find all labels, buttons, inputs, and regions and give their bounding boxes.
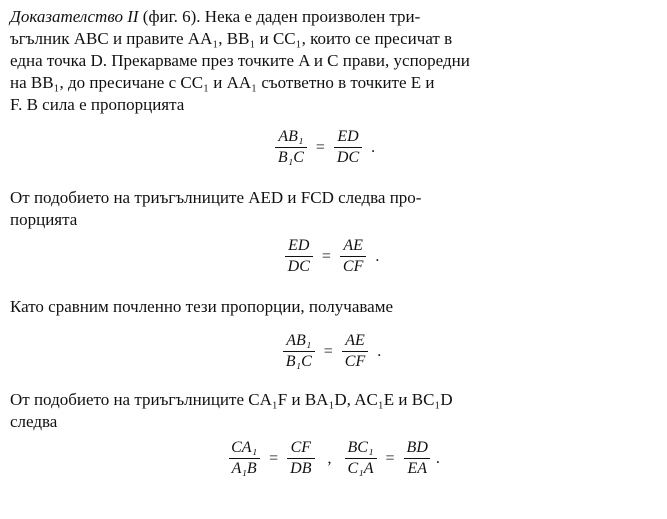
- numerator: AE: [343, 237, 363, 254]
- period: .: [371, 138, 376, 156]
- equals-sign: =: [385, 449, 395, 467]
- period: .: [435, 449, 440, 467]
- denominator: B₁C: [275, 147, 307, 167]
- fraction-a-left: [228, 439, 260, 478]
- denominator: A₁B: [229, 458, 260, 478]
- numerator: AE: [345, 332, 365, 349]
- numerator: BD: [406, 439, 428, 456]
- formula-3: [10, 332, 657, 371]
- proof-heading: Доказателство II: [10, 7, 139, 26]
- paragraph-4-line-2: следва: [10, 412, 58, 431]
- fraction-left: [275, 128, 307, 167]
- paragraph-2: [10, 187, 657, 231]
- formula-4: [10, 439, 657, 478]
- fraction-b-left: [345, 439, 377, 478]
- paragraph-1-line-1: (фиг. 6). Нека е даден произволен три-: [138, 7, 421, 26]
- denominator: C₁A: [345, 458, 377, 478]
- equals-sign: =: [315, 138, 325, 156]
- paragraph-3-line-1: Като сравним почленно тези пропорции, получаваме: [10, 297, 394, 316]
- denominator: DC: [285, 256, 313, 276]
- denominator: B₁C: [283, 351, 315, 371]
- formula-2: [10, 237, 657, 276]
- paragraph-4-line-1: От подобието на триъгълниците CA₁F и BA₁D, AC₁E и BC₁D: [10, 390, 453, 409]
- denominator: DC: [334, 147, 362, 167]
- fraction-a-right: [287, 439, 314, 478]
- denominator: CF: [342, 351, 368, 371]
- denominator: CF: [340, 256, 366, 276]
- fraction-left: [283, 332, 315, 371]
- fraction-left: [285, 237, 313, 276]
- paragraph-1-line-2: ъгълник ABC и правите AA₁, BB₁ и CC₁, които се пресичат в: [10, 29, 453, 48]
- denominator: EA: [404, 458, 430, 478]
- denominator: DB: [287, 458, 314, 478]
- paragraph-1-line-4: на BB₁, до пресичане с CC₁ и AA₁ съответно в точките E и: [10, 73, 435, 92]
- numerator: BC₁: [347, 439, 374, 456]
- comma: ,: [327, 449, 332, 467]
- fraction-right: [334, 128, 362, 167]
- paragraph-1-line-5: F. В сила е пропорцията: [10, 95, 185, 114]
- period: .: [375, 247, 380, 265]
- numerator: AB₁: [278, 128, 304, 145]
- paragraph-3: [10, 296, 657, 318]
- formula-1: [0, 128, 657, 167]
- numerator: CA₁: [231, 439, 258, 456]
- paragraph-1: [10, 6, 657, 116]
- fraction-b-right: [404, 439, 431, 478]
- paragraph-4: [10, 389, 657, 433]
- paragraph-1-line-3: една точка D. Прекарваме през точките A и C прави, успоредни: [10, 51, 470, 70]
- paragraph-2-line-1: От подобието на триъгълниците AED и FCD следва про-: [10, 188, 422, 207]
- period: .: [377, 342, 382, 360]
- equals-sign: =: [321, 247, 331, 265]
- fraction-right: [342, 332, 368, 371]
- numerator: CF: [290, 439, 312, 456]
- fraction-right: [340, 237, 366, 276]
- numerator: ED: [337, 128, 359, 145]
- numerator: ED: [288, 237, 310, 254]
- equals-sign: =: [323, 342, 333, 360]
- equals-sign: =: [269, 449, 279, 467]
- numerator: AB₁: [286, 332, 312, 349]
- paragraph-2-line-2: порцията: [10, 210, 78, 229]
